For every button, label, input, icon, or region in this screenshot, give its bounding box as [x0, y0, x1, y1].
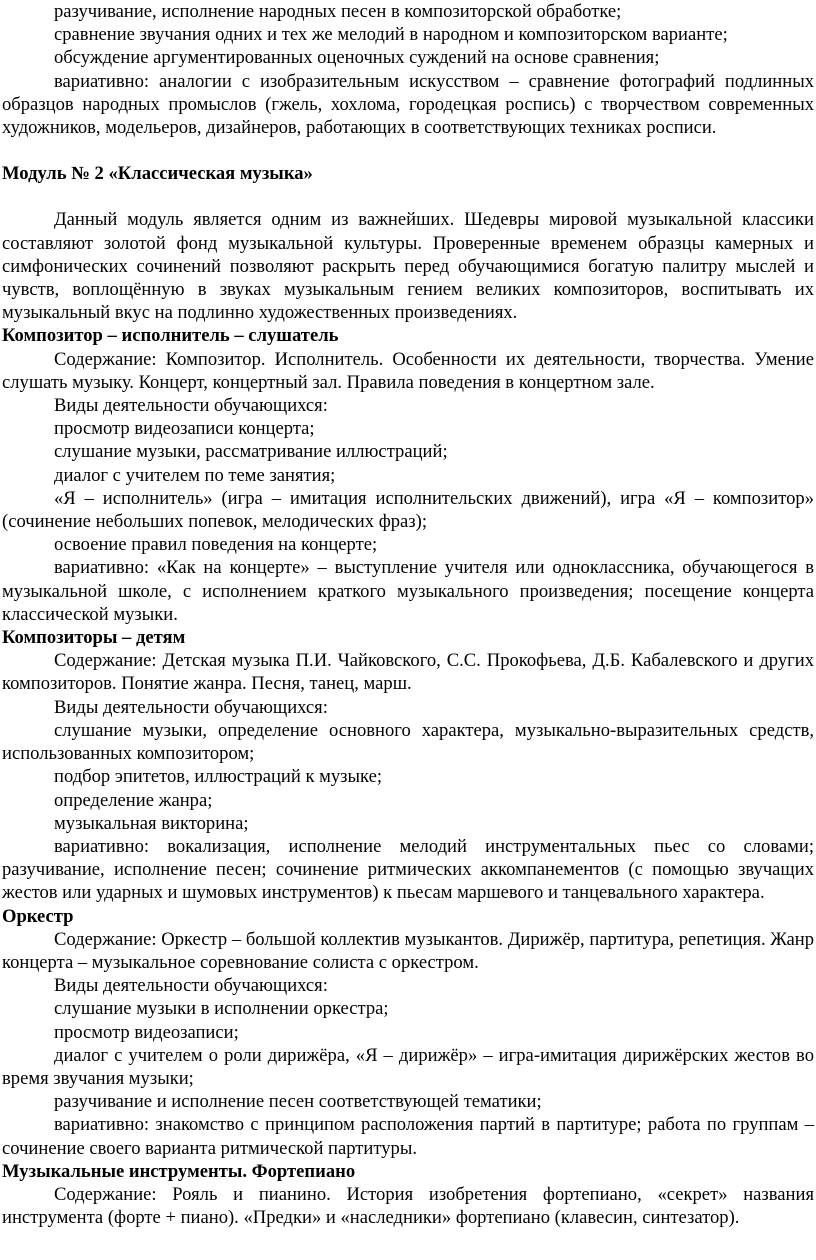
section-heading: Композиторы – детям: [2, 627, 186, 649]
module-title: Модуль № 2 «Классическая музыка»: [2, 163, 313, 185]
activity-item: слушание музыки, рассматривание иллюстраций;: [54, 441, 448, 463]
activity-item: диалог с учителем по теме занятия;: [54, 464, 336, 486]
activities-label: Виды деятельности обучающихся:: [54, 975, 328, 997]
section-content: Содержание: Композитор. Исполнитель. Особенности их деятельности, творчества. Умение слушать музыку. Концерт, концертный зал. Правила поведения в концертном зале.: [2, 348, 814, 393]
section-content: Содержание: Детская музыка П.И. Чайковского, С.С. Прокофьева, Д.Б. Кабалевского и других композиторов. Понятие жанра. Песня, танец, марш.: [2, 650, 814, 695]
module-description: Данный модуль является одним из важнейших. Шедевры мировой музыкальной классики составляют золотой фонд музыкальной культуры. Проверенные временем образцы камерных и симфонических сочинений позволяют раскрыть перед обучающимися богатую палитру мыслей и чувств, воплощённую в звуках музыкальным гением великих композиторов, воспитывать их музыкальный вкус на подлинно художественных произведениях.: [2, 209, 814, 324]
activity-item: слушание музыки в исполнении оркестра;: [54, 998, 389, 1020]
activity-item: вариативно: вокализация, исполнение мелодий инструментальных пьес со словами; разучивание, исполнение песен; сочинение ритмических аккомпанементов (с помощью звучащих жестов или ударных и шумовых инструментов) к пьесам маршевого и танцевального характера.: [2, 835, 814, 904]
activity-item: определение жанра;: [54, 789, 213, 811]
section-content: Содержание: Оркестр – большой коллектив музыкантов. Дирижёр, партитура, репетиция. Жанр концерта – музыкальное соревнование солиста с оркестром.: [2, 928, 814, 973]
activity-item: разучивание и исполнение песен соответствующей тематики;: [54, 1091, 542, 1113]
activity-item: просмотр видеозаписи концерта;: [54, 418, 315, 440]
activity-item: подбор эпитетов, иллюстраций к музыке;: [54, 766, 383, 788]
intro-item: разучивание, исполнение народных песен в композиторской обработке;: [54, 1, 622, 22]
section-heading: Композитор – исполнитель – слушатель: [2, 325, 339, 347]
activity-item: «Я – исполнитель» (игра – имитация исполнительских движений), игра «Я – композитор» (сочинение небольших попевок, мелодических фраз);: [2, 487, 814, 533]
activity-item: освоение правил поведения на концерте;: [54, 534, 378, 556]
activity-item: вариативно: знакомство с принципом расположения партий в партитуре; работа по группам – сочинение своего варианта ритмической партитуры.: [2, 1114, 814, 1159]
activity-item: музыкальная викторина;: [54, 812, 249, 834]
intro-item: вариативно: аналогии с изобразительным искусством – сравнение фотографий подлинных образцов народных промыслов (гжель, хохлома, городецкая роспись) с творчеством современных художников, модельеров, дизайнеров, работающих в соответствующих техниках росписи.: [2, 70, 814, 139]
intro-item: сравнение звучания одних и тех же мелодий в народном и композиторском варианте;: [54, 24, 728, 46]
intro-item: обсуждение аргументированных оценочных суждений на основе сравнения;: [54, 47, 660, 69]
activities-label: Виды деятельности обучающихся:: [54, 395, 328, 417]
activity-item: вариативно: «Как на концерте» – выступление учителя или одноклассника, обучающегося в музыкальной школе, с исполнением краткого музыкального произведения; посещение концерта классической музыки.: [2, 557, 814, 625]
activity-item: диалог с учителем о роли дирижёра, «Я – дирижёр» – игра-имитация дирижёрских жестов во время звучания музыки;: [2, 1044, 814, 1089]
section-heading: Музыкальные инструменты. Фортепиано: [2, 1160, 356, 1182]
activity-item: слушание музыки, определение основного характера, музыкально-выразительных средств, использованных композитором;: [2, 719, 814, 765]
section-content: Содержание: Рояль и пианино. История изобретения фортепиано, «секрет» названия инструмента (форте + пиано). «Предки» и «наследники» фортепиано (клавесин, синтезатор).: [2, 1183, 814, 1229]
activity-item: просмотр видеозаписи;: [54, 1021, 239, 1043]
activities-label: Виды деятельности обучающихся:: [54, 696, 328, 718]
document-page: [2, 0, 814, 1229]
section-heading: Оркестр: [2, 905, 74, 927]
